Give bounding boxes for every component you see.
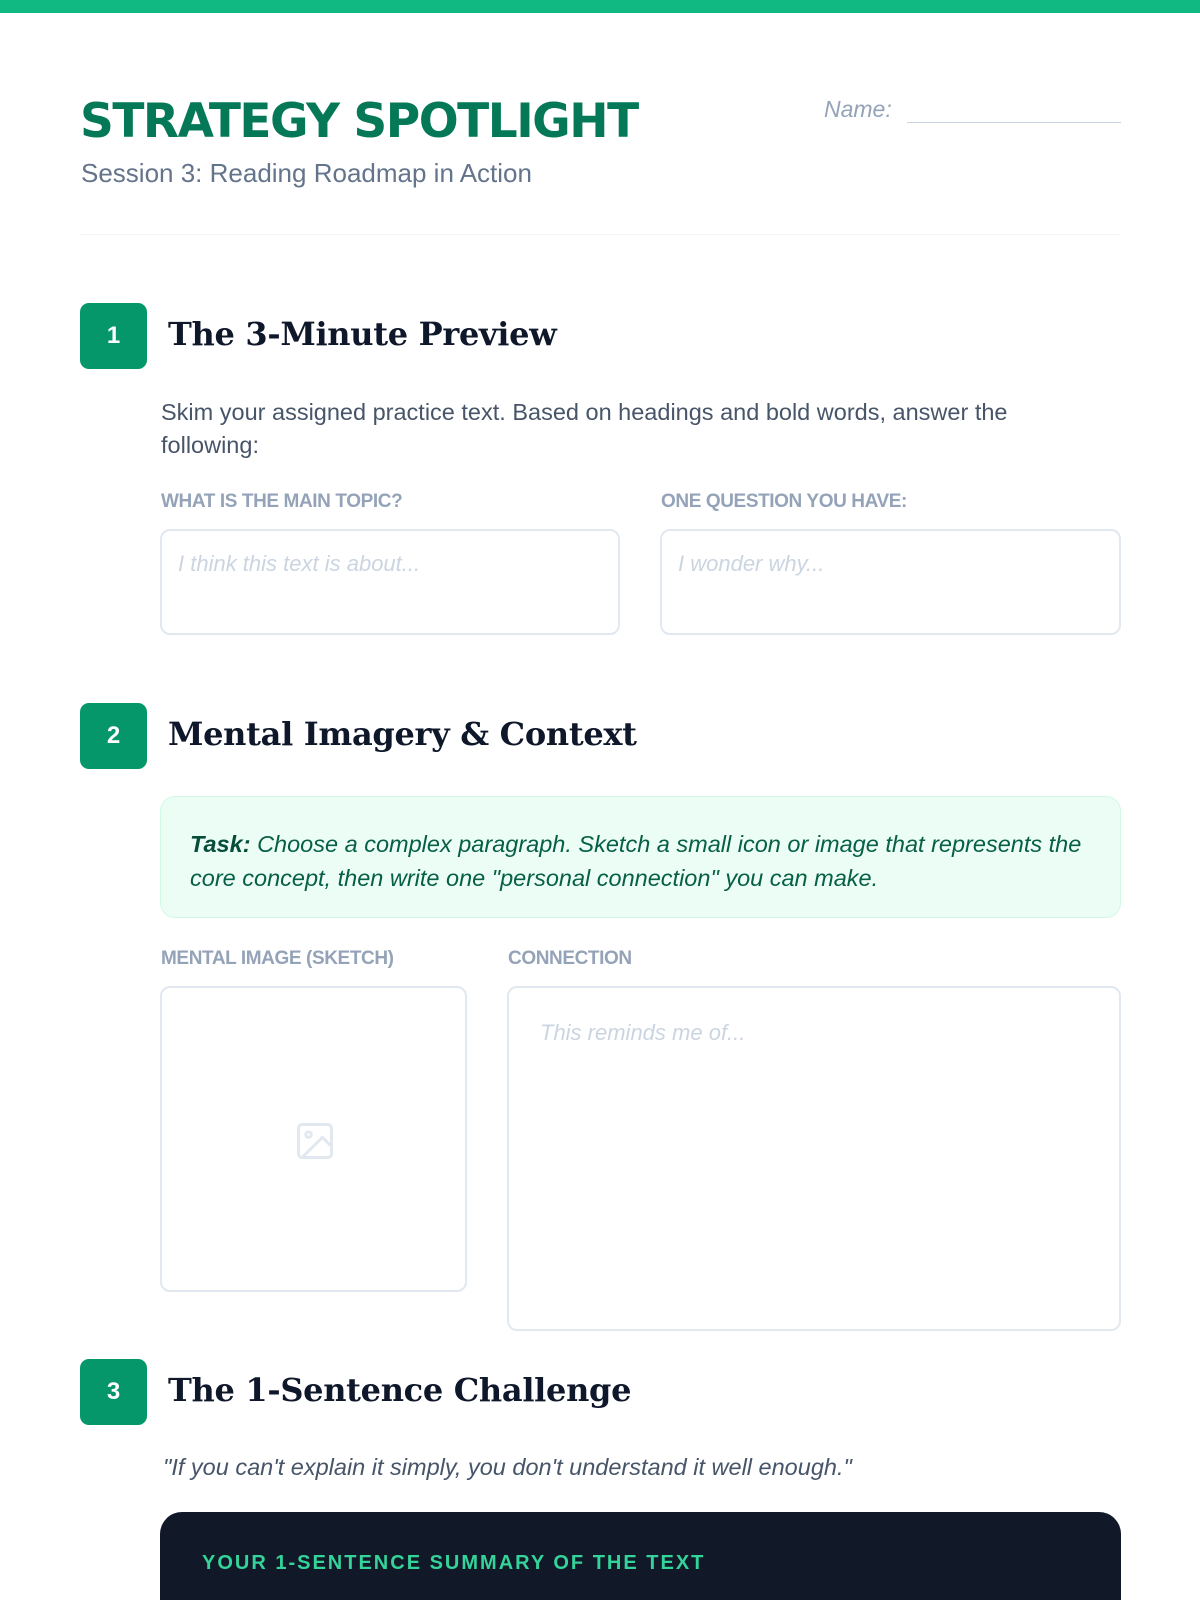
section-1-title: The 3-Minute Preview bbox=[168, 315, 557, 353]
section-2-badge: 2 bbox=[80, 703, 147, 769]
main-topic-placeholder: I think this text is about... bbox=[178, 551, 421, 576]
sketch-label: MENTAL IMAGE (SKETCH) bbox=[161, 948, 394, 969]
section-3-title: The 1-Sentence Challenge bbox=[168, 1371, 632, 1409]
question-label: ONE QUESTION YOU HAVE: bbox=[661, 491, 907, 512]
connection-label: CONNECTION bbox=[508, 948, 632, 969]
connection-field[interactable] bbox=[507, 986, 1121, 1331]
sketch-area[interactable] bbox=[160, 986, 467, 1292]
header-divider bbox=[80, 234, 1121, 235]
task-text: Choose a complex paragraph. Sketch a small icon or image that represents the core concept, then write one "personal connection" you can make. bbox=[190, 831, 1082, 891]
section-1-instructions: Skim your assigned practice text. Based on headings and bold words, answer the following: bbox=[161, 399, 1008, 458]
question-placeholder: I wonder why... bbox=[678, 551, 825, 576]
question-field[interactable] bbox=[660, 529, 1121, 635]
summary-panel[interactable] bbox=[160, 1512, 1121, 1600]
section-2-title: Mental Imagery & Context bbox=[168, 715, 637, 753]
connection-placeholder: This reminds me of... bbox=[540, 1020, 746, 1045]
page-subtitle: Session 3: Reading Roadmap in Action bbox=[81, 158, 532, 188]
name-label: Name: bbox=[824, 96, 892, 122]
image-icon bbox=[293, 1119, 337, 1163]
main-topic-field[interactable] bbox=[160, 529, 620, 635]
top-accent-bar bbox=[0, 0, 1200, 13]
task-callout bbox=[160, 796, 1121, 918]
summary-label: YOUR 1-SENTENCE SUMMARY OF THE TEXT bbox=[202, 1552, 706, 1574]
section-3-badge: 3 bbox=[80, 1359, 147, 1425]
page-title: STRATEGY SPOTLIGHT bbox=[80, 94, 638, 149]
task-label: Task: bbox=[190, 831, 251, 857]
section-1-badge: 1 bbox=[80, 303, 147, 369]
main-topic-label: WHAT IS THE MAIN TOPIC? bbox=[161, 491, 403, 512]
name-field-line[interactable] bbox=[907, 122, 1121, 123]
section-3-quote: "If you can't explain it simply, you don't understand it well enough." bbox=[163, 1454, 852, 1480]
